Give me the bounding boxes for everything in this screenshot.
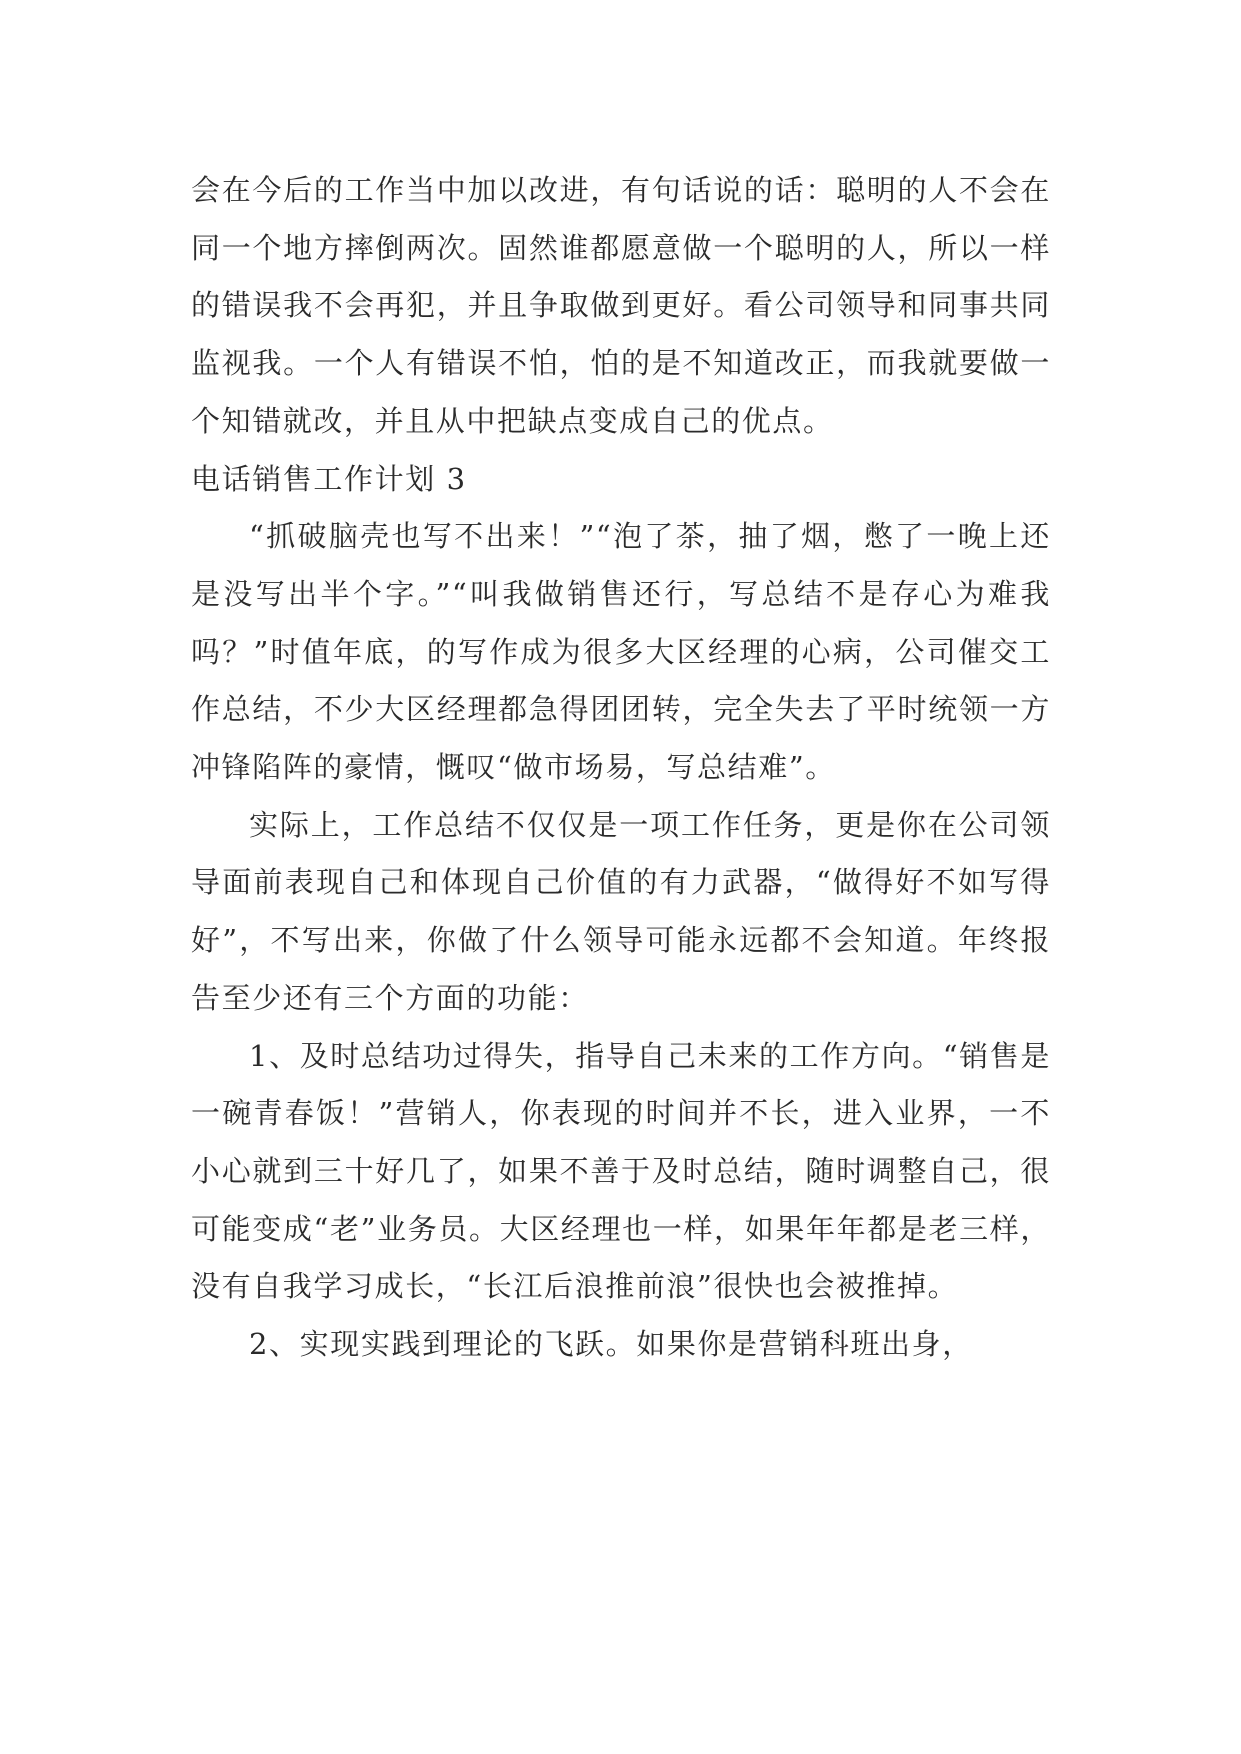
paragraph-continued: 会在今后的工作当中加以改进，有句话说的话：聪明的人不会在同一个地方摔倒两次。固然谁都愿意做一个聪明的人，所以一样的错误我不会再犯，并且争取做到更好。看公司领导和同事共同监视我。一个人有错误不怕，怕的是不知道改正，而我就要做一个知错就改，并且从中把缺点变成自己的优点。 <box>191 173 1051 438</box>
section-heading: 电话销售工作计划 3 <box>191 461 467 496</box>
document-body <box>191 162 1051 1374</box>
paragraph-complaints: “抓破脑壳也写不出来！”“泡了茶，抽了烟，憋了一晚上还是没写出半个字。”“叫我做销售还行，写总结不是存心为难我吗？”时值年底，的写作成为很多大区经理的心病，公司催交工作总结，不少大区经理都急得团团转，完全失去了平时统领一方冲锋陷阵的豪情，慨叹“做市场易，写总结难”。 <box>191 519 1051 785</box>
paragraph-summary-value: 实际上，工作总结不仅仅是一项工作任务，更是你在公司领导面前表现自己和体现自己价值的有力武器，“做得好不如写得好”，不写出来，你做了什么领导可能永远都不会知道。年终报告至少还有三个方面的功能： <box>191 807 1051 1015</box>
paragraph-function-1: 1、及时总结功过得失，指导自己未来的工作方向。“销售是一碗青春饭！”营销人，你表现的时间并不长，进入业界，一不小心就到三十好几了，如果不善于及时总结，随时调整自己，很可能变成“老”业务员。大区经理也一样，如果年年都是老三样，没有自我学习成长，“长江后浪推前浪”很快也会被推掉。 <box>191 1038 1051 1304</box>
paragraph-function-2: 2、实现实践到理论的飞跃。如果你是营销科班出身， <box>249 1327 973 1362</box>
